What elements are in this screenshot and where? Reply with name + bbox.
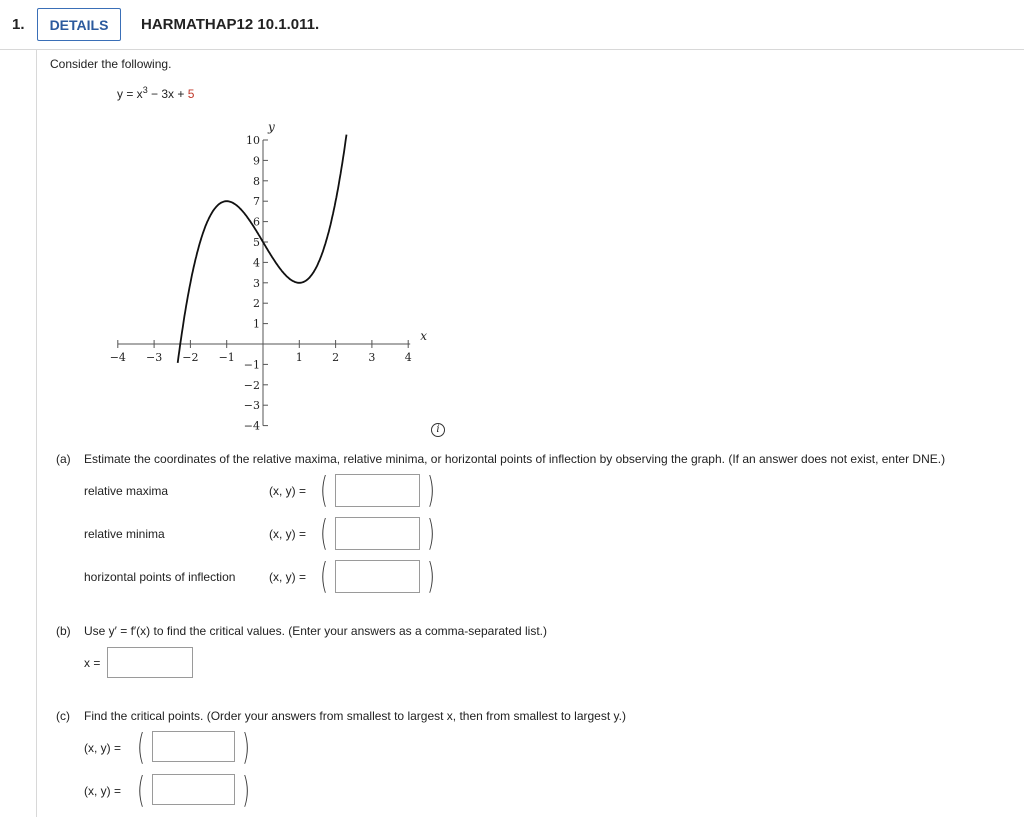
y-tick-label: 1 bbox=[253, 317, 260, 331]
critical-values-x-label: x = bbox=[84, 656, 101, 670]
relative-minima-label: relative minima bbox=[84, 527, 165, 541]
graph-ticks bbox=[110, 134, 412, 430]
close-paren: ) bbox=[427, 513, 435, 554]
y-tick-label: 6 bbox=[253, 215, 260, 229]
close-paren: ) bbox=[242, 727, 250, 768]
relative-maxima-label: relative maxima bbox=[84, 484, 169, 498]
x-tick-label: −1 bbox=[218, 351, 235, 364]
curve-data-point bbox=[271, 256, 273, 258]
equation-rest: − 3x + bbox=[147, 87, 188, 101]
curve-data-point bbox=[181, 336, 183, 338]
x-tick-label: 4 bbox=[404, 351, 412, 364]
part-b-label: (b) bbox=[56, 624, 71, 638]
curve-data-point bbox=[235, 204, 237, 206]
curve-data-point bbox=[253, 226, 255, 228]
curve-data-point bbox=[190, 282, 192, 284]
curve-data-point bbox=[342, 179, 344, 181]
relative-maxima-coord-label: (x, y) = bbox=[269, 484, 307, 498]
part-c-label: (c) bbox=[56, 709, 70, 723]
open-paren: ( bbox=[137, 727, 145, 768]
y-tick-label: 2 bbox=[253, 297, 260, 311]
y-tick-label: 3 bbox=[253, 276, 260, 290]
question-number: 1. bbox=[12, 16, 25, 33]
open-paren: ( bbox=[320, 470, 328, 511]
part-b-instruction: Use y′ = f′(x) to find the critical values. (Enter your answers as a comma-separated list.) bbox=[84, 624, 548, 638]
y-tick-label: 10 bbox=[246, 134, 260, 147]
x-tick-label: 3 bbox=[368, 351, 376, 364]
y-tick-label: 5 bbox=[253, 236, 260, 249]
critical-point-2-input[interactable] bbox=[152, 774, 235, 805]
content-divider bbox=[36, 50, 37, 817]
graph-curve-group bbox=[177, 134, 347, 364]
critical-point-1-coord-label: (x, y) = bbox=[84, 741, 122, 755]
curve-data-point bbox=[244, 213, 246, 215]
open-paren: ( bbox=[320, 556, 328, 597]
open-paren: ( bbox=[137, 770, 145, 811]
curve-data-point bbox=[326, 239, 328, 241]
close-paren: ) bbox=[427, 470, 435, 511]
inflection-label: horizontal points of inflection bbox=[84, 570, 236, 584]
graph-axes bbox=[118, 120, 427, 426]
y-axis-label: y bbox=[268, 120, 275, 134]
equation-exponent: 3 bbox=[142, 85, 148, 95]
curve-data-point bbox=[346, 134, 348, 136]
y-tick-label: 8 bbox=[253, 174, 260, 188]
x-axis-label: x bbox=[420, 329, 427, 343]
y-tick-label: −2 bbox=[243, 378, 260, 392]
curve-data-point bbox=[217, 204, 219, 206]
y-tick-label: −3 bbox=[243, 399, 260, 413]
relative-maxima-input[interactable] bbox=[335, 474, 420, 507]
y-tick-label: 9 bbox=[253, 154, 260, 168]
relative-minima-coord-label: (x, y) = bbox=[269, 527, 307, 541]
curve-data-point bbox=[177, 362, 179, 364]
x-tick-label: −4 bbox=[109, 351, 126, 364]
curve-data-point bbox=[308, 278, 310, 280]
close-paren: ) bbox=[242, 770, 250, 811]
x-tick-label: −3 bbox=[145, 351, 163, 364]
relative-minima-input[interactable] bbox=[335, 517, 420, 550]
part-c-instruction: Find the critical points. (Order your answers from smallest to largest x, then from smallest to largest y.) bbox=[84, 709, 626, 723]
y-tick-label: −1 bbox=[243, 358, 260, 372]
x-tick-label: 1 bbox=[295, 351, 303, 364]
close-paren: ) bbox=[427, 556, 435, 597]
x-tick-label: −2 bbox=[182, 351, 199, 364]
equation-main: y = x bbox=[117, 87, 143, 101]
function-curve bbox=[178, 135, 347, 363]
curve-data-point bbox=[317, 264, 319, 266]
critical-point-2-coord-label: (x, y) = bbox=[84, 784, 122, 798]
question-id: HARMATHAP12 10.1.011. bbox=[141, 16, 320, 33]
question-header bbox=[0, 0, 1024, 50]
y-tick-label: 7 bbox=[253, 195, 260, 209]
details-button[interactable]: DETAILS bbox=[37, 8, 121, 41]
curve-data-point bbox=[299, 282, 301, 284]
function-graph bbox=[100, 110, 440, 430]
problem-prompt: Consider the following. bbox=[50, 57, 172, 71]
x-tick-label: 2 bbox=[332, 351, 340, 364]
critical-point-1-input[interactable] bbox=[152, 731, 235, 762]
equation-constant: 5 bbox=[187, 87, 195, 101]
curve-data-point bbox=[262, 241, 264, 243]
curve-data-point bbox=[335, 200, 337, 202]
part-a-label: (a) bbox=[56, 452, 71, 466]
info-icon[interactable]: i bbox=[431, 423, 445, 437]
inflection-input[interactable] bbox=[335, 560, 420, 593]
curve-data-point bbox=[199, 243, 201, 245]
inflection-coord-label: (x, y) = bbox=[269, 570, 307, 584]
curve-data-point bbox=[208, 218, 210, 220]
curve-data-point bbox=[289, 279, 291, 281]
curve-data-point bbox=[226, 200, 228, 202]
part-a-instruction: Estimate the coordinates of the relative maxima, relative minima, or horizontal points of inflection by observing the graph. (If an answer does not exist, enter DNE.) bbox=[84, 452, 946, 466]
critical-values-input[interactable] bbox=[107, 647, 193, 678]
y-tick-label: −4 bbox=[243, 419, 260, 430]
y-tick-label: 4 bbox=[253, 256, 260, 270]
problem-equation bbox=[117, 85, 194, 101]
open-paren: ( bbox=[320, 513, 328, 554]
curve-data-point bbox=[280, 269, 282, 271]
